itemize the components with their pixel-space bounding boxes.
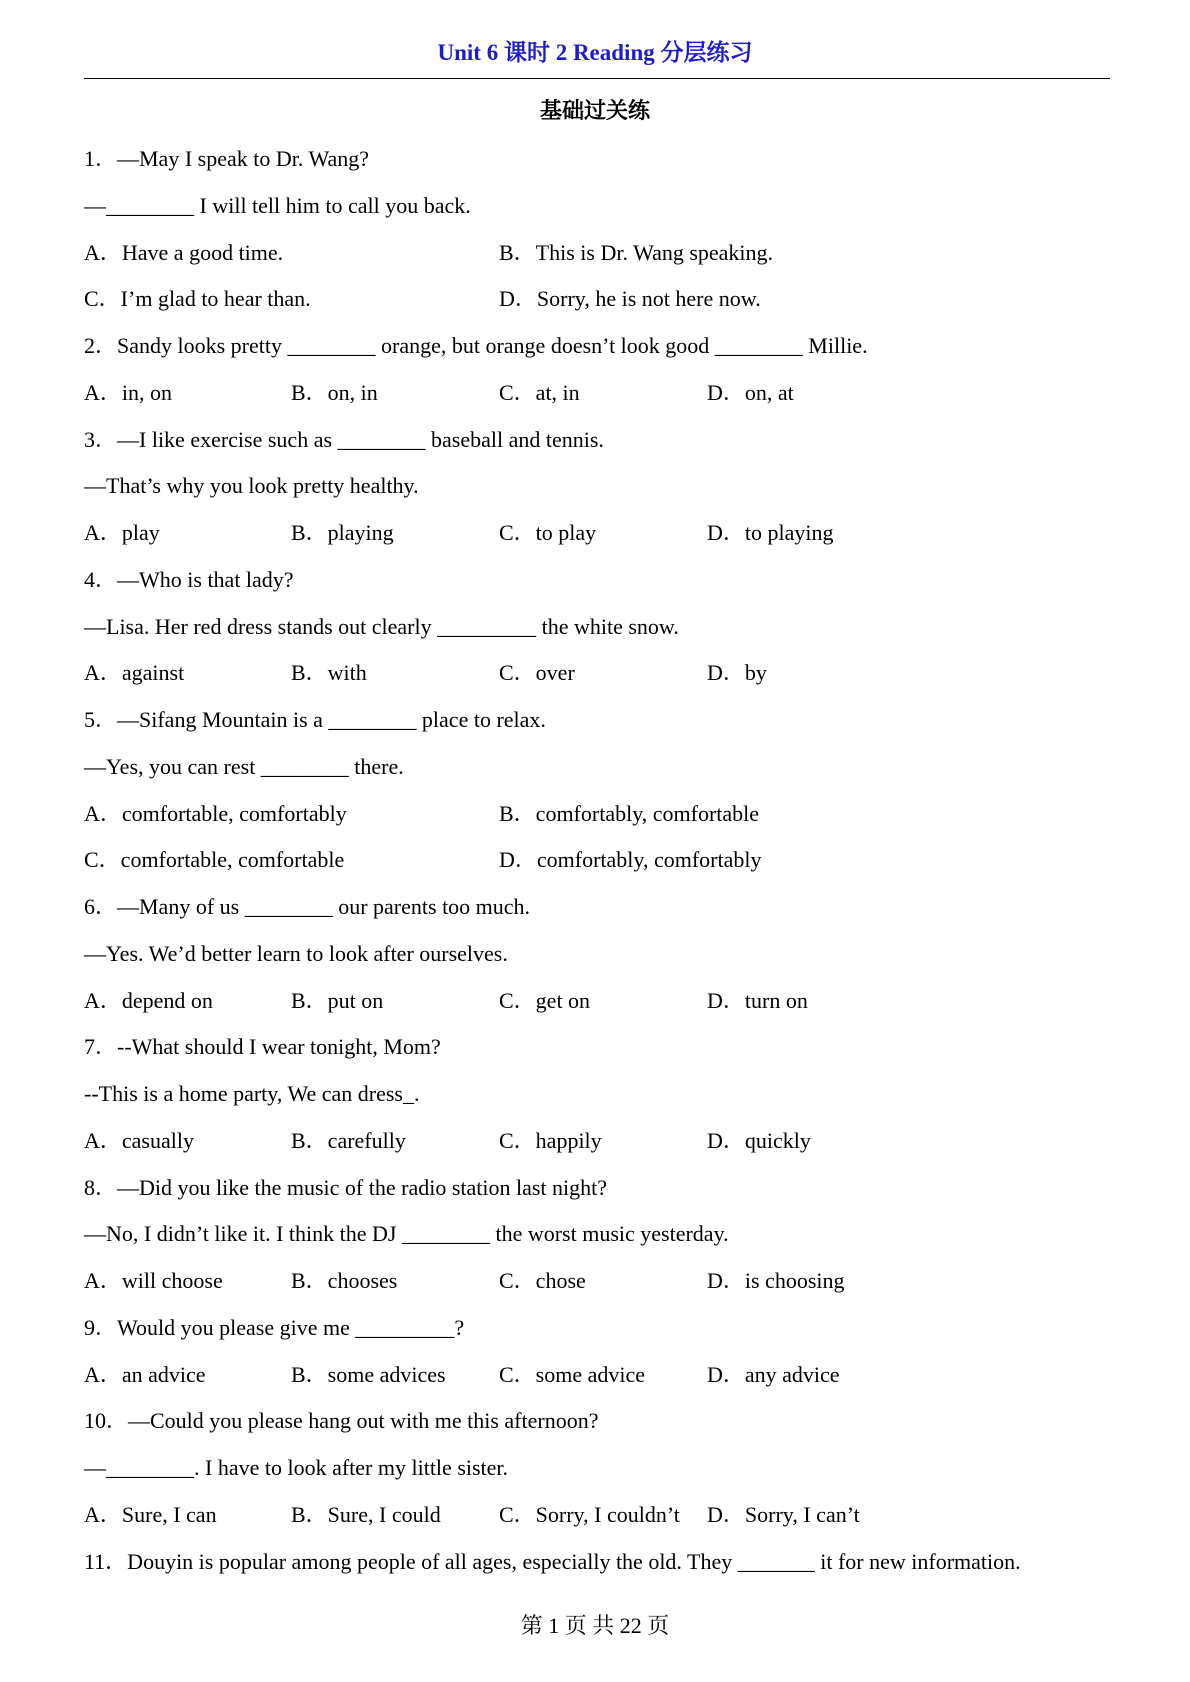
option: C．happily xyxy=(499,1127,602,1153)
question-line: 11．Douyin is popular among people of all ages, especially the old. They _______ it for new information. xyxy=(84,1548,1021,1574)
options-row xyxy=(84,650,1124,697)
options-row xyxy=(84,1258,1124,1305)
option: C．Sorry, I couldn’t xyxy=(499,1501,680,1527)
option: D．quickly xyxy=(707,1127,811,1153)
option: A．play xyxy=(84,520,160,545)
options-row xyxy=(84,1492,1124,1539)
question-line: —________. I have to look after my little sister. xyxy=(84,1455,509,1480)
question-line: --This is a home party, We can dress_. xyxy=(84,1081,420,1106)
option: B．comfortably, comfortable xyxy=(499,800,760,826)
options-row xyxy=(84,978,1124,1025)
question-line: 3．—I like exercise such as ________ baseball and tennis. xyxy=(84,426,604,452)
option: A．comfortable, comfortably xyxy=(84,800,347,826)
option: A．Sure, I can xyxy=(84,1501,217,1527)
page-footer: 第 1 页 共 22 页 xyxy=(520,1613,670,1638)
option: B．some advices xyxy=(291,1361,446,1387)
option: D．turn on xyxy=(707,987,808,1013)
question-line: —That’s why you look pretty healthy. xyxy=(84,473,419,499)
option: B．carefully xyxy=(291,1127,406,1153)
options-row xyxy=(84,276,1124,323)
question-line: 8．—Did you like the music of the radio station last night? xyxy=(84,1174,608,1200)
option: C．to play xyxy=(499,520,597,545)
options-row xyxy=(84,370,1124,417)
option: A．will choose xyxy=(84,1268,223,1293)
option: A．Have a good time. xyxy=(84,239,284,265)
option: C．comfortable, comfortable xyxy=(84,847,345,873)
option: C．I’m glad to hear than. xyxy=(84,286,311,312)
option: B．on, in xyxy=(291,379,378,405)
option: C．at, in xyxy=(499,379,580,405)
option: B．chooses xyxy=(291,1268,398,1293)
question-line: 7．--What should I wear tonight, Mom? xyxy=(84,1034,441,1060)
options-row xyxy=(84,510,1124,557)
option: D．any advice xyxy=(707,1361,840,1387)
options-row xyxy=(84,230,1124,277)
option: A．against xyxy=(84,660,185,686)
option: C．get on xyxy=(499,987,591,1013)
options-row xyxy=(84,837,1124,884)
option: A．an advice xyxy=(84,1361,206,1387)
question-line: —No, I didn’t like it. I think the DJ ________ the worst music yesterday. xyxy=(84,1221,729,1247)
question-line: 2．Sandy looks pretty ________ orange, but orange doesn’t look good ________ Millie. xyxy=(84,333,868,358)
option: C．some advice xyxy=(499,1361,646,1387)
question-line: —Lisa. Her red dress stands out clearly _________ the white snow. xyxy=(84,613,679,639)
header-rule xyxy=(84,78,1110,79)
option: D．on, at xyxy=(707,379,794,405)
option: D．is choosing xyxy=(707,1268,845,1293)
options-row xyxy=(84,1352,1124,1399)
option: D．comfortably, comfortably xyxy=(499,847,762,873)
question-line: 1．—May I speak to Dr. Wang? xyxy=(84,146,369,171)
question-list xyxy=(84,136,1124,1585)
option: A．in, on xyxy=(84,379,173,405)
option: A．casually xyxy=(84,1127,194,1153)
question-line: 10．—Could you please hang out with me this afternoon? xyxy=(84,1408,599,1434)
option: D．Sorry, he is not here now. xyxy=(499,286,761,312)
question-line: —Yes, you can rest ________ there. xyxy=(84,753,404,779)
option: B．playing xyxy=(291,520,394,545)
option: B．Sure, I could xyxy=(291,1501,441,1527)
option: B．with xyxy=(291,660,367,686)
option: D．Sorry, I can’t xyxy=(707,1501,860,1527)
option: B．put on xyxy=(291,987,384,1013)
question-line: 5．—Sifang Mountain is a ________ place to relax. xyxy=(84,707,546,732)
option: B．This is Dr. Wang speaking. xyxy=(499,239,774,265)
option: C．over xyxy=(499,660,575,686)
options-row xyxy=(84,791,1124,838)
option: C．chose xyxy=(499,1268,586,1293)
question-line: —Yes. We’d better learn to look after ourselves. xyxy=(84,940,508,966)
question-line: 9．Would you please give me _________? xyxy=(84,1314,465,1340)
page-header-title: Unit 6 课时 2 Reading 分层练习 xyxy=(437,40,753,65)
section-title: 基础过关练 xyxy=(539,98,650,123)
options-row xyxy=(84,1118,1124,1165)
option: D．to playing xyxy=(707,520,834,545)
question-line: 4．—Who is that lady? xyxy=(84,566,294,592)
question-line: —________ I will tell him to call you back. xyxy=(84,192,471,218)
option: A．depend on xyxy=(84,987,213,1013)
question-line: 6．—Many of us ________ our parents too much. xyxy=(84,894,531,919)
option: D．by xyxy=(707,660,767,686)
